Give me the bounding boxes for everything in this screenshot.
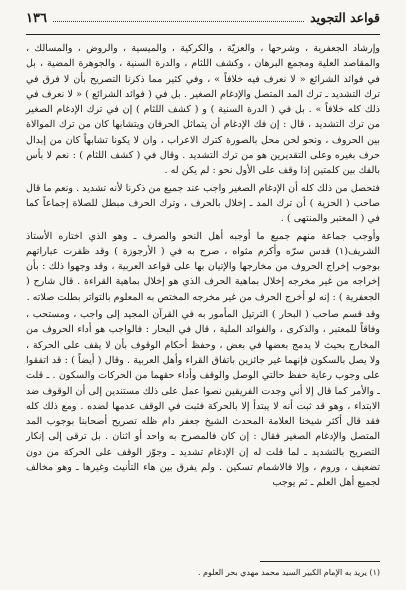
page-number: ١٣٦ [26, 11, 47, 26]
footnote-rule [260, 561, 380, 562]
footnote: (١) يريد به الإمام الكبير السيد محمد مهدي بحر العلوم . [197, 568, 380, 577]
running-header [26, 10, 380, 32]
paragraph: وقد قسم صاحب ( البحار ) الترتيل المأمور به في القرآن المجيد إلى واجب ، ومستحب ، وفاقاً للمعتبر ، والذكرى ، والفوائد الملية ، قال في البحار : فالواجب هو أداء الحروف من المخارج بحيث لا يدمج بعضها في بعض ، وحفظ أحكام الوقوف بأن لا يقف على الحركة ، ولا يصل بالسكون فإنهما غير جائزين باتفاق القراء وأهل العربية . وقال ( أيضاً ) : قد اتفقوا على وجوب رعاية حفظ حالتي الوصل والوقف وأداء حقهما من الحركات والسكون . ـ قلت ـ والأمر كما قال إلا أني وجدت الفريقين نصوا عمل على ذلك مستندين إلى أن الوقوف ضد الابتداء ، وهو قد ثبت أنه لا يبتدأ إلا بالحركة فثبت في الوقف عدمها لضده . ومع ذلك كله فقد قال أكثر شيخنا العلامة المحدث الشيخ جعفر دام ظله تصريح أصحابنا بوجوب المد المتصل والإدغام الصغير فقال : إن كان فالمصرح به واحد أو اثنان . بل ترقى إلى إنكار التصريح بالتشديد ـ لما قلت له إن الإدغام تشديد ـ وجوّز الوقف على الحركة من دون تضعيف ، وروم ، وإلا فالاشمام تسكين . ولم يفرق بين هاء التأنيث وغيرها ـ وهو مخالف لجميع أهل العلم ـ ثم يوجب [26, 309, 380, 489]
paragraph: فتحصل من ذلك كله أن الإدغام الصغير واجب عند جميع من ذكرنا لأنه تشديد . ونعم ما قال صاحب ( الحزية ) أن ترك المد ـ إخلال بالحرف ، وترك الحرف مبطل للصلاة إجماعاً كما في ( المعتبر والمنتهى ) . [26, 182, 380, 225]
header-rule [26, 34, 380, 35]
page-body [26, 41, 380, 491]
paragraph: وأوجب جماعة منهم جميع ما أوجبه أهل النحو والصرف ـ وهو الذي اختاره الأستاذ الشريف(١) قدس سرّه وأكرم مثواه ، صرح به في ( الأرجوزة ) وقد ظفرت عباراتهم بوجوب إخراج الحروف من مخارجها والإتيان بها على قواعد العربية ، وقد وجهوا ذلك : بأن إخراجه من غير مخرجه إخلال بماهية الحرف الذي هو إخلال بماهية القراءة . قال شارح ( الجعفرية ) : إنه لو أخرج الحرف من غير مخرجه المختص به المعلوم بالتواتر بطلت صلاته . [26, 230, 380, 303]
paragraph: وإرشاد الجعفرية ، وشرحها ، والعزيّة ، والكركية ، والميسية ، والروض ، والمسالك ، والمقاصد العلية ومجمع البرهان ، وكشف اللثام ، والدرة السنية ، والجوهرة المضية ، بل في فوائد الشرائع « لا نعرف فيه خلافاً » ، وفي كثير مما ذكرنا التصريح بأن لا فرق في ترك التشديد ـ ترك المد المتصل والإدغام الصغير . بل في ( فوائد الشرائع ) « لا نعرف في ذلك كله خلافاً » . بل في ( الدرة السنية ) و ( كشف اللثام ) إن في ترك الإدغام الصغير من ترك التشديد ، قال : إن فك الإدغام أن يتماثل الحرفان ويتشابها كان من ترك الموالاة بين الحروف ، ونحو لحن محل بالصورة كترك الاعراب ، وان لا يكونا تشابهاً كان من إبدال حرف بغيره وعلى التقديرين هو من ترك التشديد . وقال في ( كشف اللثام ) : نعم لا بأس بالفك بين كلمتين إذا وقف على الأول نحو : لم يكن له . [26, 43, 380, 177]
running-title: قواعد التجويد [310, 10, 380, 25]
leader-dots [53, 21, 304, 22]
